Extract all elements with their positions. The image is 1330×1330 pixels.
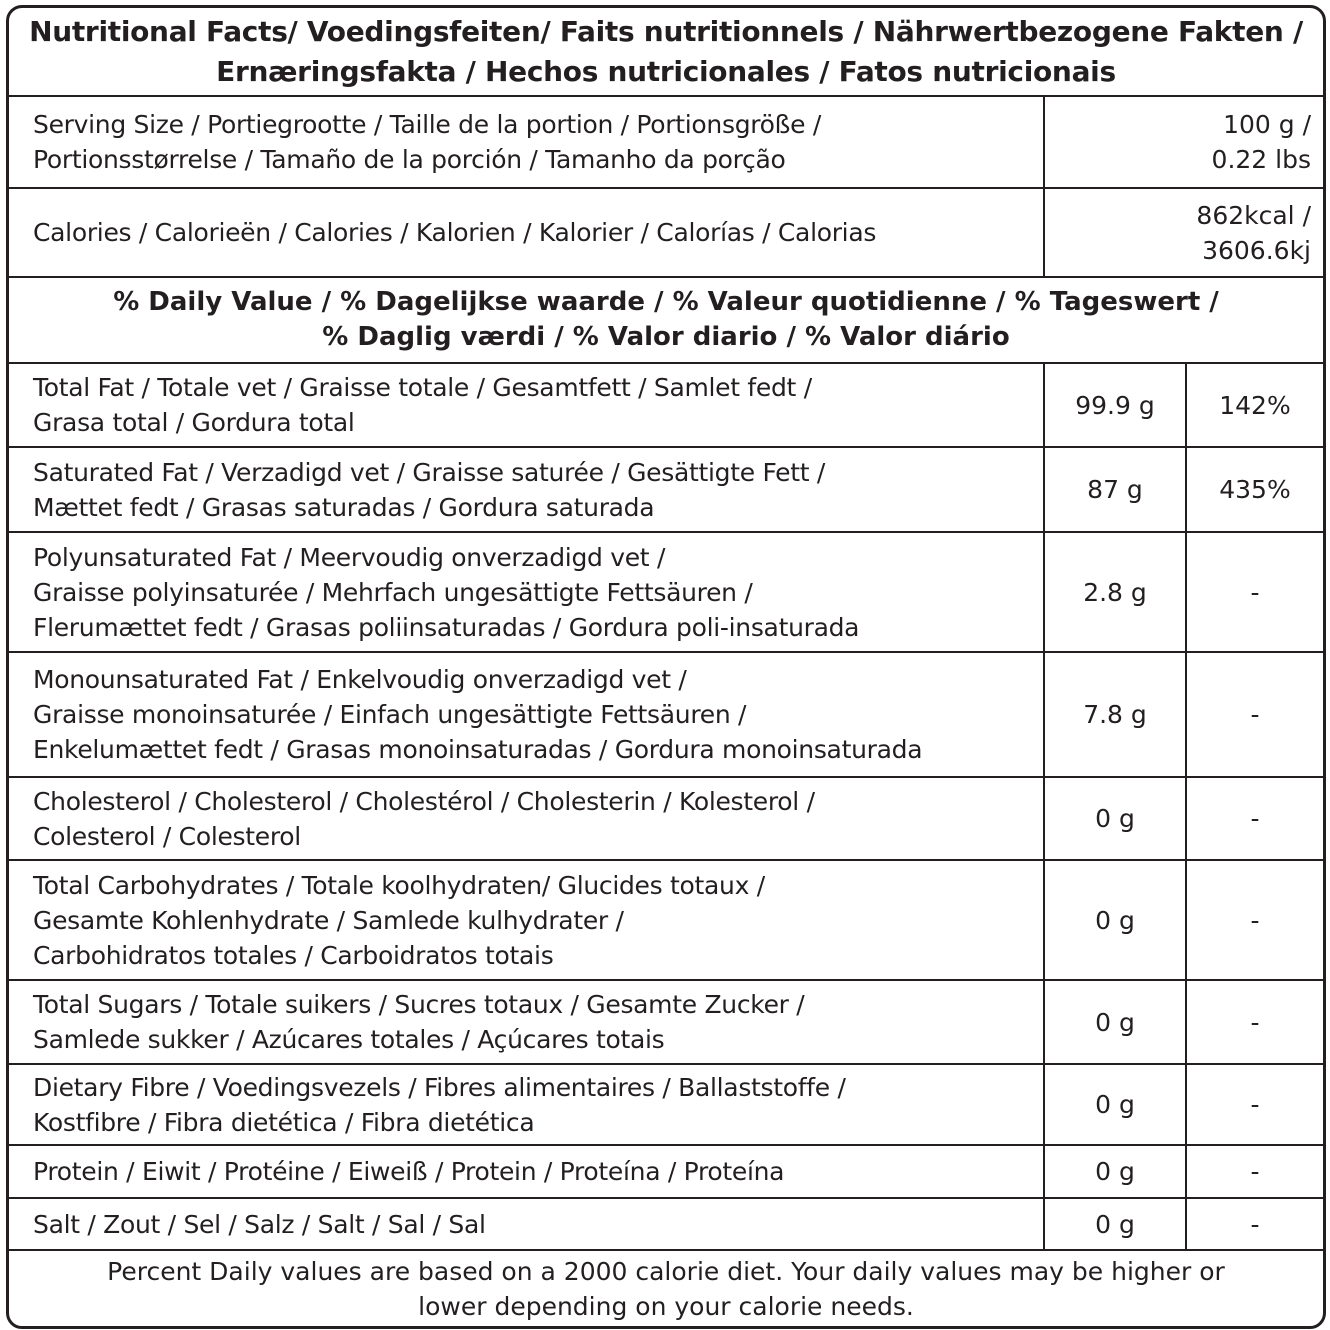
nutrient-label-line: Cholesterol / Cholesterol / Cholestérol / Cholesterin / Kolesterol / [33,786,815,816]
serving-size-value-line: 0.22 lbs [1211,145,1311,174]
nutrient-row [9,1065,1323,1146]
nutrient-amount: 0 g [1043,778,1185,859]
nutrient-row [9,448,1323,533]
nutrient-amount: 2.8 g [1043,533,1185,651]
nutrient-label [9,1146,1043,1197]
title-row [9,8,1323,97]
footer-row [9,1251,1323,1326]
nutrient-label-line: Saturated Fat / Verzadigd vet / Graisse saturée / Gesättigte Fett / [33,457,826,487]
nutrient-amount: 99.9 g [1043,364,1185,446]
nutrient-label-line: Colesterol / Colesterol [33,821,301,851]
nutrient-label-line: Monounsaturated Fat / Enkelvoudig onverzadigd vet / [33,665,687,694]
nutrient-daily-value: 142% [1185,364,1323,446]
daily-value-header-line: % Daily Value / % Dagelijkse waarde / % Valeur quotidienne / % Tageswert / [113,287,1219,317]
nutrient-row [9,653,1323,778]
title-line-2: Ernæringsfakta / Hechos nutricionales / Fatos nutricionais [216,54,1116,88]
nutrient-row [9,533,1323,653]
nutrient-label [9,653,1043,776]
serving-size-label [9,97,1043,187]
nutrient-daily-value: - [1185,653,1323,776]
nutrient-amount: 7.8 g [1043,653,1185,776]
nutrient-daily-value: - [1185,981,1323,1063]
nutrient-daily-value: - [1185,861,1323,979]
nutrient-daily-value: - [1185,1146,1323,1197]
nutrient-label [9,533,1043,651]
nutrient-label [9,1199,1043,1249]
nutrient-daily-value: - [1185,1065,1323,1144]
nutrient-amount: 0 g [1043,981,1185,1063]
serving-size-row [9,97,1323,189]
nutrient-label-line: Graisse monoinsaturée / Einfach ungesättigte Fettsäuren / [33,700,747,729]
nutrient-amount: 0 g [1043,1199,1185,1249]
nutrient-label-line: Protein / Eiwit / Protéine / Eiweiß / Protein / Proteína / Proteína [33,1157,785,1186]
title-line-1: Nutritional Facts/ Voedingsfeiten/ Faits nutritionnels / Nährwertbezogene Fakten / [29,14,1303,48]
nutrient-label [9,448,1043,531]
nutrient-amount: 0 g [1043,861,1185,979]
calories-value-line: 862kcal / [1196,200,1311,230]
nutrient-amount: 0 g [1043,1065,1185,1144]
nutrient-row [9,981,1323,1065]
nutrition-facts-label [6,5,1326,1329]
nutrient-label-line: Graisse polyinsaturée / Mehrfach ungesättigte Fettsäuren / [33,577,753,607]
nutrient-label [9,364,1043,446]
footer-note [9,1251,1323,1326]
nutrient-daily-value: - [1185,1199,1323,1249]
footer-line: lower depending on your calorie needs. [418,1291,914,1321]
serving-size-value-line: 100 g / [1223,110,1311,139]
serving-size-value [1043,97,1323,187]
nutrient-label-line: Total Carbohydrates / Totale koolhydraten/ Glucides totaux / [33,870,765,900]
nutrient-amount: 87 g [1043,448,1185,531]
nutrient-label [9,981,1043,1063]
nutrient-label-line: Total Sugars / Totale suikers / Sucres totaux / Gesamte Zucker / [33,990,805,1019]
nutrient-row [9,364,1323,448]
nutrient-label-line: Flerumættet fedt / Grasas poliinsaturadas / Gordura poli-insaturada [33,612,860,642]
nutrient-daily-value: - [1185,533,1323,651]
nutrient-label-line: Mættet fedt / Grasas saturadas / Gordura saturada [33,492,655,522]
nutrient-row [9,861,1323,981]
daily-value-header-line: % Daglig værdi / % Valor diario / % Valor diário [322,322,1010,352]
daily-value-header-row [9,278,1323,364]
nutrient-row [9,778,1323,861]
nutrient-amount: 0 g [1043,1146,1185,1197]
nutrient-label-line: Total Fat / Totale vet / Graisse totale / Gesamtfett / Samlet fedt / [33,373,812,402]
nutrient-label-line: Salt / Zout / Sel / Salz / Salt / Sal / Sal [33,1209,486,1239]
nutrient-label-line: Polyunsaturated Fat / Meervoudig onverzadigd vet / [33,542,666,572]
calories-value-line: 3606.6kj [1202,235,1311,265]
serving-size-label-line: Serving Size / Portiegrootte / Taille de la portion / Portionsgröße / [33,110,821,139]
calories-row [9,189,1323,278]
nutrient-label-line: Carbohidratos totales / Carboidratos totais [33,940,554,970]
nutrient-daily-value: 435% [1185,448,1323,531]
nutrient-row [9,1146,1323,1199]
nutrient-label-line: Enkelumættet fedt / Grasas monoinsaturadas / Gordura monoinsaturada [33,735,923,764]
nutrient-label [9,1065,1043,1144]
serving-size-label-line: Portionsstørrelse / Tamaño de la porción / Tamanho da porção [33,145,786,174]
nutrient-label-line: Grasa total / Gordura total [33,408,355,437]
nutrient-label-line: Dietary Fibre / Voedingsvezels / Fibres alimentaires / Ballaststoffe / [33,1072,846,1102]
daily-value-header [9,278,1323,362]
title [9,8,1323,95]
nutrient-label-line: Samlede sukker / Azúcares totales / Açúcares totais [33,1025,665,1054]
calories-value [1043,189,1323,276]
nutrient-label [9,861,1043,979]
nutrient-label-line: Gesamte Kohlenhydrate / Samlede kulhydrater / [33,905,624,935]
nutrient-label [9,778,1043,859]
nutrient-row [9,1199,1323,1251]
nutrient-label-line: Kostfibre / Fibra dietética / Fibra dietética [33,1107,535,1137]
nutrient-daily-value: - [1185,778,1323,859]
calories-label: Calories / Calorieën / Calories / Kalorien / Kalorier / Calorías / Calorias [33,218,877,247]
footer-line: Percent Daily values are based on a 2000 calorie diet. Your daily values may be higher or [107,1256,1225,1286]
